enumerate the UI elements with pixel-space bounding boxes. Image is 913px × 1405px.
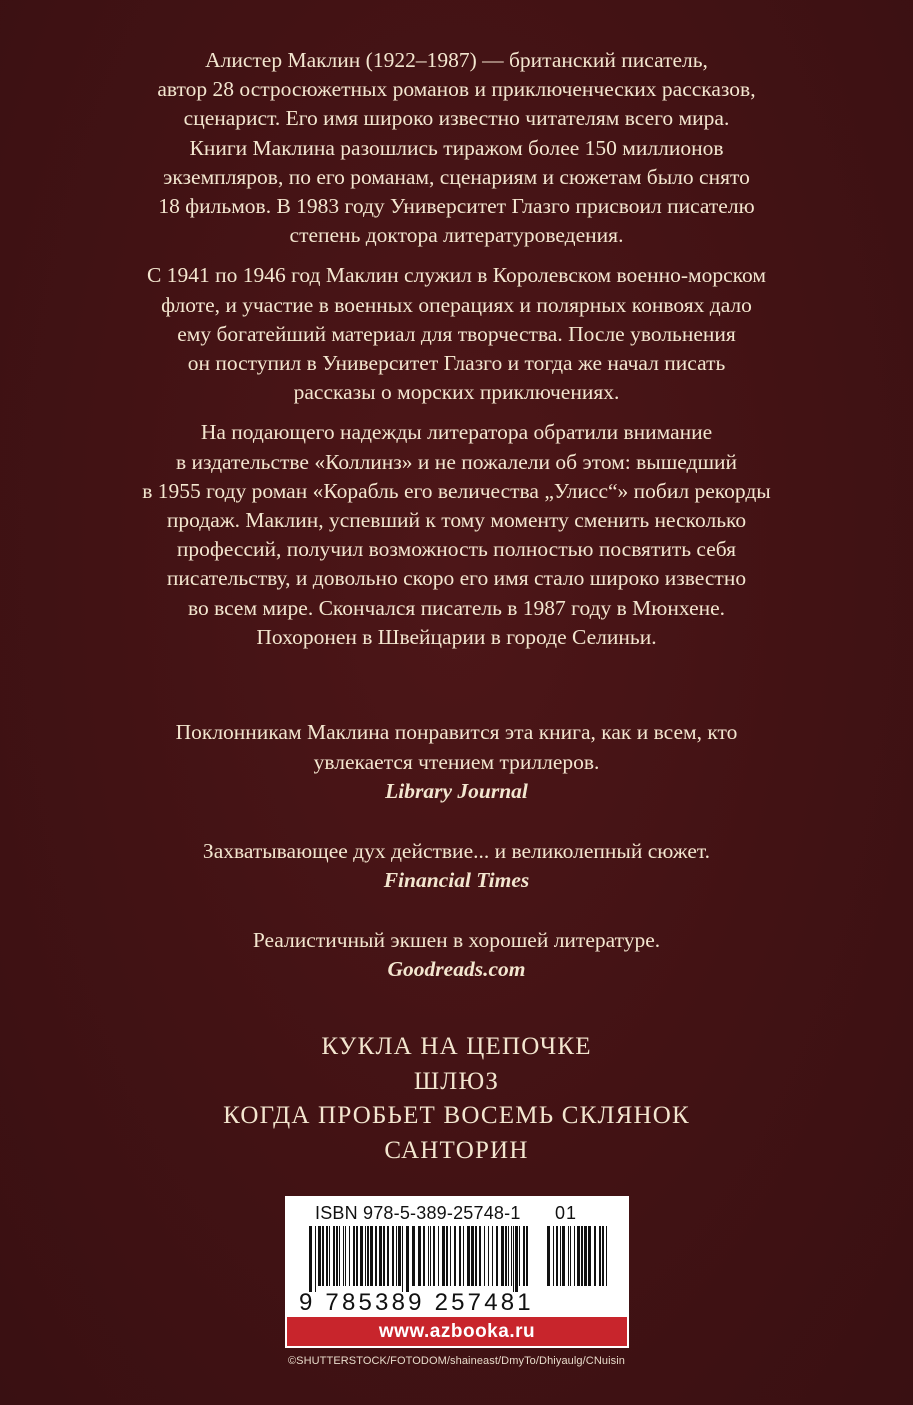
bio-line: сценарист. Его имя широко известно читателям всего мира. — [183, 106, 730, 131]
author-bio — [40, 46, 873, 663]
barcode-bar — [588, 1226, 591, 1286]
barcode-bar — [471, 1226, 474, 1286]
barcode-bar — [467, 1226, 470, 1286]
bio-line: экземпляров, по его романам, сценариям и сюжетам было снято — [163, 164, 750, 189]
barcode-bar — [365, 1226, 366, 1286]
barcode-bar — [547, 1226, 550, 1286]
barcode-bar — [339, 1226, 340, 1286]
barcode-bar — [492, 1226, 493, 1286]
barcode-bar — [488, 1226, 489, 1286]
barcode-bar — [602, 1226, 604, 1286]
barcode-bar — [523, 1226, 525, 1286]
barcode-digits: 9 785389 257481 — [299, 1289, 534, 1316]
quote-line: Реалистичный экшен в хорошей литературе. — [252, 927, 661, 952]
barcode-bar — [423, 1226, 425, 1286]
barcode-icon — [295, 1226, 619, 1292]
barcode-bar — [526, 1226, 528, 1286]
barcode-bar — [581, 1226, 583, 1286]
barcode-bar — [322, 1226, 324, 1286]
barcode-bar — [599, 1226, 601, 1286]
quote-source: Goodreads.com — [387, 957, 526, 981]
barcode-bar — [450, 1226, 451, 1286]
barcode-bar — [406, 1226, 409, 1292]
bio-line: автор 28 остросюжетных романов и приключенческих рассказов, — [157, 77, 756, 102]
book-title: КУКЛА НА ЦЕПОЧКЕ — [321, 1033, 592, 1060]
bio-line: рассказы о морских приключениях. — [293, 380, 620, 405]
barcode-bar — [570, 1226, 571, 1286]
barcode-bar — [315, 1226, 316, 1292]
bio-line: флоте, и участие в военных операциях и полярных конвоях дало — [161, 292, 752, 317]
barcode-bar — [349, 1226, 350, 1286]
other-titles — [40, 1030, 873, 1168]
barcode-bar — [375, 1226, 377, 1286]
barcode-bar — [511, 1226, 512, 1286]
barcode-bar — [479, 1226, 481, 1286]
barcode-bar — [326, 1226, 328, 1286]
bio-line: 18 фильмов. В 1983 году Университет Глазго присвоил писателю — [158, 194, 755, 219]
quote-line: увлекается чтением триллеров. — [313, 749, 600, 774]
book-title: САНТОРИН — [384, 1136, 529, 1164]
barcode-bar — [370, 1226, 373, 1286]
barcode-bar — [513, 1226, 514, 1292]
barcode-bar — [430, 1226, 431, 1286]
bio-line: писательству, и довольно скоро его имя стало широко известно — [166, 566, 747, 591]
barcode-bar — [309, 1226, 312, 1292]
barcode-bar — [360, 1226, 363, 1286]
barcode-bar — [367, 1226, 369, 1286]
quote-source: Library Journal — [385, 779, 528, 803]
barcode-bar — [392, 1226, 394, 1286]
quote-source: Financial Times — [383, 868, 530, 892]
barcode-bar — [505, 1226, 507, 1286]
barcode-bar — [387, 1226, 389, 1286]
book-title: ШЛЮЗ — [413, 1067, 500, 1095]
bio-line: ему богатейший материал для творчества. После увольнения — [177, 321, 736, 346]
barcode-bar — [345, 1226, 346, 1286]
barcode-bar — [519, 1226, 520, 1286]
barcode-bar — [496, 1226, 498, 1286]
barcode-bar — [574, 1226, 575, 1286]
bio-line: На подающего надежды литератора обратили внимание — [200, 420, 713, 445]
barcode-bar — [379, 1226, 382, 1286]
barcode-bar — [396, 1226, 397, 1286]
quote-line: Поклонникам Маклина понравится эта книга, как и всем, кто — [175, 720, 738, 744]
barcode-bar — [594, 1226, 596, 1286]
review-quote — [40, 837, 873, 896]
barcode-bar — [562, 1226, 565, 1286]
isbn-barcode-block — [285, 1196, 629, 1348]
barcode-bar — [438, 1226, 439, 1286]
review-quote — [40, 926, 873, 985]
review-quote — [40, 718, 873, 807]
barcode-bar — [398, 1226, 401, 1286]
bio-line: Похоронен в Швейцарии в городе Селиньи. — [256, 624, 657, 649]
bio-line: в издательстве «Коллинз» и не пожалели об этом: вышедший — [175, 449, 738, 474]
barcode-bar — [442, 1226, 445, 1286]
bio-line: он поступил в Университет Глазго и тогда же начал писать — [187, 351, 726, 376]
bio-line: Алистер Маклин (1922–1987) — британский писатель, — [205, 48, 708, 72]
barcode-bar — [433, 1226, 435, 1286]
bio-line: профессий, получил возможность полностью посвятить себя — [176, 537, 737, 562]
bio-line: Книги Маклина разошлись тиражом более 150 миллионов — [189, 135, 724, 160]
barcode-bar — [459, 1226, 461, 1286]
barcode-bar — [333, 1226, 335, 1286]
barcode-bar — [484, 1226, 485, 1286]
bio-line: продаж. Маклин, успевший к тому моменту сменить несколько — [166, 508, 747, 533]
bio-line: в 1955 году роман «Корабль его величества „Улисс“» побил рекорды — [142, 478, 771, 503]
barcode-bar — [508, 1226, 509, 1286]
barcode-bar — [560, 1226, 561, 1286]
bio-paragraph — [40, 261, 873, 407]
bio-line: степень доктора литературоведения. — [289, 223, 624, 248]
barcode-bar — [454, 1226, 456, 1286]
barcode-bar — [428, 1226, 429, 1286]
image-credits: ©SHUTTERSTOCK/FOTODOM/shaineast/DmyTo/Dhiyaulg/CNuisin — [287, 1355, 626, 1367]
barcode-bar — [402, 1226, 403, 1292]
review-quotes — [40, 718, 873, 1015]
bio-paragraph — [40, 418, 873, 652]
barcode-bar — [515, 1226, 518, 1292]
barcode-bar — [501, 1226, 504, 1286]
barcode-bar — [446, 1226, 448, 1286]
barcode-bar — [329, 1226, 330, 1286]
barcode-bar — [577, 1226, 580, 1286]
barcode-bar — [606, 1226, 607, 1286]
isbn-label: ISBN 978-5-389-25748-1 — [315, 1203, 521, 1223]
isbn-addon: 01 — [555, 1203, 578, 1223]
barcode-bar — [343, 1226, 344, 1286]
barcode-bar — [356, 1226, 358, 1286]
barcode-bar — [553, 1226, 554, 1286]
barcode-bar — [463, 1226, 464, 1286]
bio-paragraph — [40, 46, 873, 250]
barcode-bar — [568, 1226, 569, 1286]
barcode-bar — [475, 1226, 477, 1286]
barcode-bar — [318, 1226, 321, 1286]
barcode-bar — [412, 1226, 415, 1286]
bio-line: С 1941 по 1946 год Маклин служил в Королевском военно-морском — [147, 263, 766, 288]
barcode-bar — [556, 1226, 558, 1286]
publisher-url[interactable]: www.azbooka.ru — [287, 1317, 627, 1346]
barcode-bar — [383, 1226, 385, 1286]
barcode-bar — [584, 1226, 587, 1286]
quote-line: Захватывающее дух действие... и великолепный сюжет. — [202, 838, 711, 863]
barcode-bar — [353, 1226, 355, 1286]
bio-line: во всем мире. Скончался писатель в 1987 году в Мюнхене. — [187, 595, 726, 620]
barcode-bar — [336, 1226, 338, 1286]
barcode-bar — [418, 1226, 421, 1286]
book-title: КОГДА ПРОБЬЕТ ВОСЕМЬ СКЛЯНОК — [223, 1102, 690, 1129]
